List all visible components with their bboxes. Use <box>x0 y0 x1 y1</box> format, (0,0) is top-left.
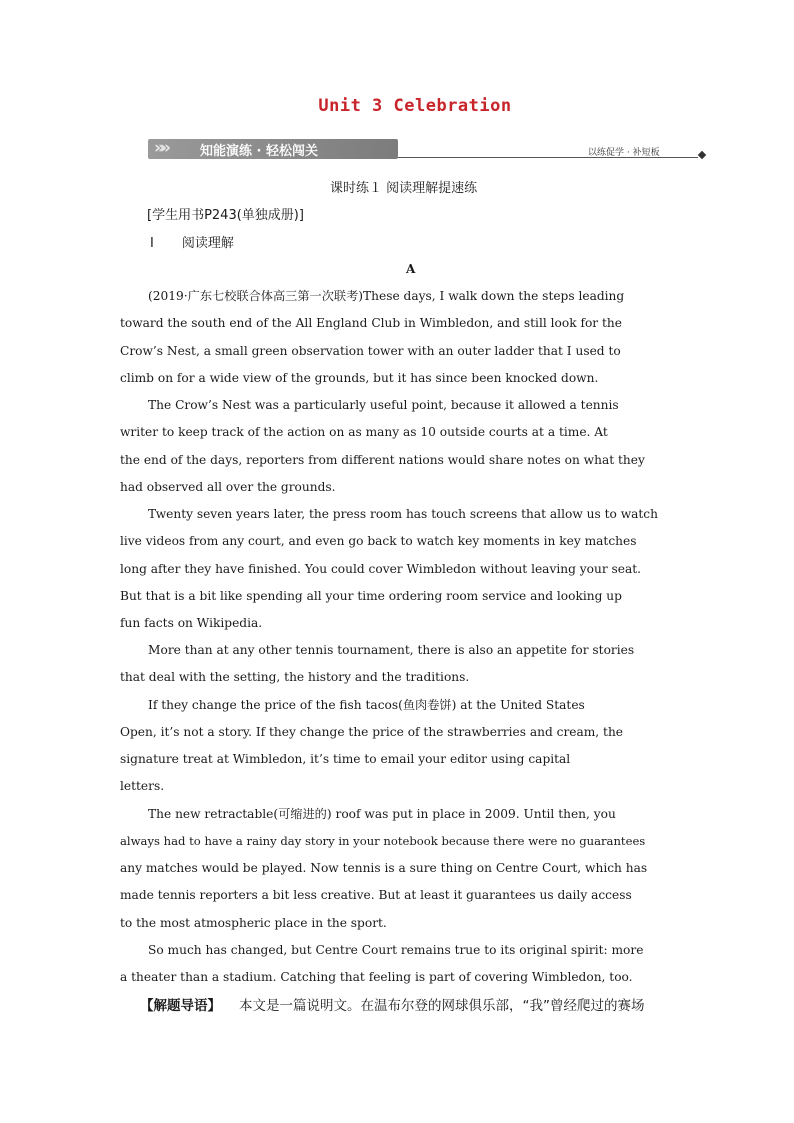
passage-line: (2019·广东七校联合体高三第一次联考)These days, I walk down the steps leading <box>148 289 625 303</box>
passage-line: made tennis reporters a bit less creative. But at least it guarantees us daily access <box>120 888 632 902</box>
passage-line: live videos from any court, and even go back to watch key moments in key matches <box>120 534 637 548</box>
passage-line: So much has changed, but Centre Court remains true to its original spirit: more <box>148 943 644 957</box>
section-heading <box>150 232 234 251</box>
diamond-icon <box>698 151 706 159</box>
passage-line: to the most atmospheric place in the sport. <box>120 916 387 930</box>
section-banner <box>148 137 708 161</box>
passage-line: Open, it’s not a story. If they change the price of the strawberries and cream, the <box>120 725 624 739</box>
passage-line: had observed all over the grounds. <box>120 480 336 494</box>
passage-line: a theater than a stadium. Catching that feeling is part of covering Wimbledon, too. <box>120 970 633 984</box>
passage-letter: A <box>406 262 416 276</box>
passage-line: signature treat at Wimbledon, it’s time to email your editor using capital <box>120 752 571 766</box>
passage-line: long after they have finished. You could cover Wimbledon without leaving your seat. <box>120 562 642 576</box>
solution-guide <box>140 994 645 1014</box>
banner-subtitle: 以练促学 · 补短板 <box>588 148 660 158</box>
passage-line: The Crow’s Nest was a particularly useful point, because it allowed a tennis <box>148 398 619 412</box>
passage-line: the end of the days, reporters from different nations would share notes on what they <box>120 453 645 467</box>
lesson-title: 课时练１ 阅读理解提速练 <box>330 181 478 196</box>
passage-line: writer to keep track of the action on as many as 10 outside courts at a time. At <box>120 425 608 439</box>
passage-line: that deal with the setting, the history and the traditions. <box>120 670 470 684</box>
passage-line: letters. <box>120 779 165 793</box>
passage-line: climb on for a wide view of the grounds, but it has since been knocked down. <box>120 371 599 385</box>
guide-label: 【解题导语】 <box>140 998 221 1014</box>
passage-line: any matches would be played. Now tennis is a sure thing on Centre Court, which has <box>120 861 648 875</box>
section-label: 阅读理解 <box>181 236 234 251</box>
passage-line: But that is a bit like spending all your time ordering room service and looking up <box>120 589 622 603</box>
passage-line: Crow’s Nest, a small green observation tower with an outer ladder that I used to <box>120 344 621 358</box>
passage-line: fun facts on Wikipedia. <box>120 616 263 630</box>
banner-title: 知能演练 · 轻松闯关 <box>200 144 318 159</box>
passage-line: toward the south end of the All England Club in Wimbledon, and still look for the <box>120 316 622 330</box>
section-number: Ⅰ <box>150 236 154 251</box>
passage-line: The new retractable(可缩进的) roof was put in place in 2009. Until then, you <box>148 807 616 821</box>
book-reference: [学生用书P243(单独成册)] <box>147 208 304 223</box>
passage-line: More than at any other tennis tournament, there is also an appetite for stories <box>148 643 635 657</box>
passage-line: always had to have a rainy day story in your notebook because there were no guarantees <box>120 834 646 848</box>
guide-text: 本文是一篇说明文。在温布尔登的网球俱乐部，“我”曾经爬过的赛场 <box>239 998 645 1014</box>
chevron-right-icon: »» <box>154 138 166 158</box>
passage-line: If they change the price of the fish tacos(鱼肉卷饼) at the United States <box>148 698 585 712</box>
passage-line: Twenty seven years later, the press room has touch screens that allow us to watch <box>148 507 658 521</box>
page-title: Unit 3 Celebration <box>318 96 512 116</box>
